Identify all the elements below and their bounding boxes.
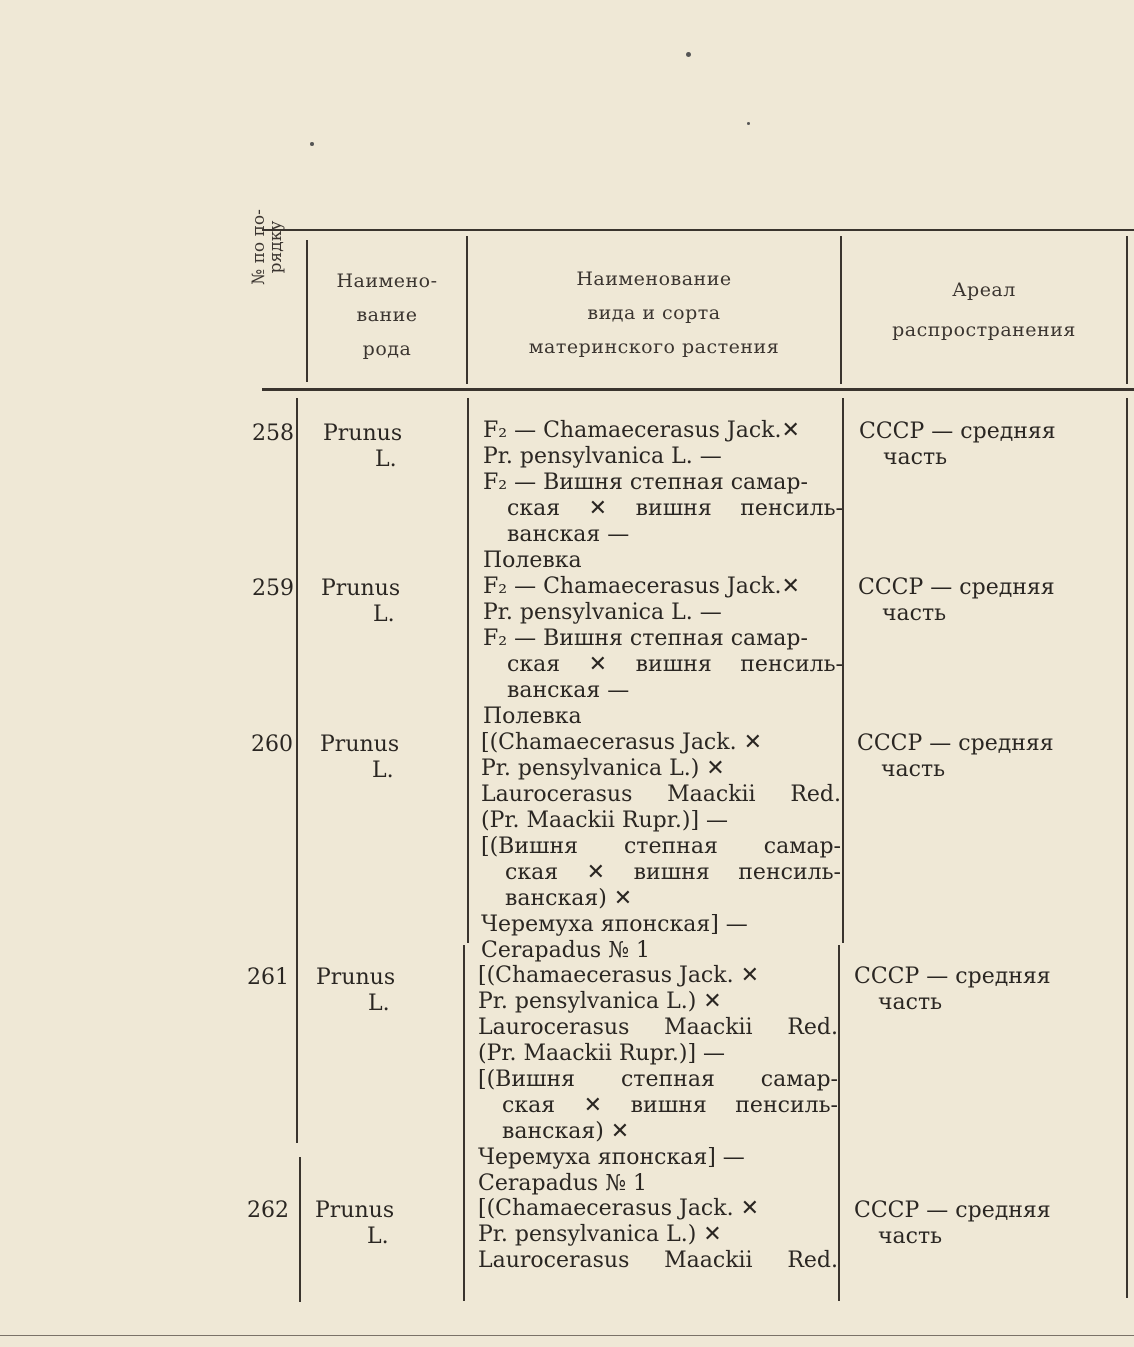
species-line: [(Вишня степная самар- [478,1067,838,1092]
genus-author: L. [372,758,394,783]
row-genus [323,421,443,473]
species-line: Pr. pensylvanica L.) ✕ [481,756,725,781]
header-species-line: вида и сорта [587,302,721,324]
header-genus-line: Наимено- [336,270,438,292]
column-rule [306,240,308,382]
species-line: Laurocerasus Maackii Red. [478,1248,838,1273]
species-line: ванская — [507,678,630,703]
row-area [859,419,1099,471]
genus-name: Prunus [316,965,396,990]
genus-name: Prunus [320,732,400,757]
row-number: 262 [247,1198,289,1223]
header-area-line: Ареал [952,279,1016,301]
row-number: 261 [247,965,289,990]
genus-author: L. [368,991,390,1016]
column-rule [840,236,842,384]
row-genus [316,965,436,1017]
area-line: часть [878,990,943,1015]
row-species [478,1196,838,1274]
row-area [854,1198,1094,1250]
header-species-line: материнского растения [528,336,780,358]
header-genus [312,264,462,366]
species-line: ская ✕ вишня пенсиль- [507,652,843,677]
species-line: F₂ — Chamaecerasus Jack.✕ [483,418,800,443]
species-line: (Pr. Maackii Rupr.)] — [478,1041,726,1066]
area-line: часть [883,445,948,470]
species-line: F₂ — Вишня степная самар- [483,470,808,495]
row-area [858,575,1098,627]
area-line: СССР — средняя [858,575,1055,600]
species-line: Laurocerasus Maackii Red. [478,1015,838,1040]
row-species [483,418,843,574]
row-species [481,730,841,964]
column-rule [466,236,468,384]
header-number-line1: № по по- [249,209,269,285]
row-genus [320,732,440,784]
header-species [472,262,836,364]
column-rule [1126,236,1128,384]
area-line: СССР — средняя [857,731,1054,756]
species-line: Pr. pensylvanica L. — [483,444,722,469]
column-rule [467,398,469,943]
species-line: (Pr. Maackii Rupr.)] — [481,808,729,833]
row-genus [315,1198,435,1250]
table-top-rule [262,229,1134,231]
genus-name: Prunus [315,1198,395,1223]
species-line: ская ✕ вишня пенсиль- [505,860,841,885]
species-line: Полевка [483,704,582,729]
species-line: Полевка [483,548,582,573]
species-line: Pr. pensylvanica L. — [483,600,722,625]
species-line: Pr. pensylvanica L.) ✕ [478,1222,722,1247]
column-rule [463,945,465,1301]
area-line: часть [882,601,947,626]
column-rule [1126,398,1128,1298]
header-number-line2: рядку [266,220,286,274]
species-line: F₂ — Chamaecerasus Jack.✕ [483,574,800,599]
ink-speck [747,122,750,125]
species-line: ская ✕ вишня пенсиль- [507,496,843,521]
page-bottom-rule [0,1335,1134,1336]
species-line: Laurocerasus Maackii Red. [481,782,841,807]
header-species-line: Наименование [576,268,732,290]
column-rule [296,398,298,1143]
genus-name: Prunus [323,421,403,446]
row-species [478,963,838,1197]
species-line: F₂ — Вишня степная самар- [483,626,808,651]
species-line: [(Вишня степная самар- [481,834,841,859]
header-number-column [251,202,285,292]
header-area [846,270,1122,350]
species-line: ванская — [507,522,630,547]
row-area [857,731,1097,783]
species-line: Черемуха японская] — [481,912,748,937]
header-genus-line: вание [356,304,418,326]
species-line: ванская) ✕ [505,886,633,911]
genus-author: L. [375,447,397,472]
header-area-line: распространения [892,319,1076,341]
row-number: 258 [252,421,294,446]
ink-speck [686,52,691,57]
area-line: СССР — средняя [859,419,1056,444]
row-number: 259 [252,576,294,601]
species-line: Черемуха японская] — [478,1145,745,1170]
species-line: Pr. pensylvanica L.) ✕ [478,989,722,1014]
column-rule [299,1157,301,1302]
ink-speck [310,142,314,146]
column-rule [838,945,840,1301]
area-line: часть [878,1224,943,1249]
species-line: Cerapadus № 1 [478,1171,648,1196]
species-line: Cerapadus № 1 [481,938,651,963]
header-genus-line: рода [362,338,412,360]
species-line: [(Chamaecerasus Jack. ✕ [478,1196,760,1221]
area-line: часть [881,757,946,782]
row-species [483,574,843,730]
species-line: [(Chamaecerasus Jack. ✕ [478,963,760,988]
area-line: СССР — средняя [854,1198,1051,1223]
area-line: СССР — средняя [854,964,1051,989]
genus-name: Prunus [321,576,401,601]
row-genus [321,576,441,628]
row-area [854,964,1094,1016]
species-line: [(Chamaecerasus Jack. ✕ [481,730,763,755]
genus-author: L. [373,602,395,627]
header-bottom-rule [262,388,1134,391]
genus-author: L. [367,1224,389,1249]
row-number: 260 [251,732,293,757]
species-line: ская ✕ вишня пенсиль- [502,1093,838,1118]
species-line: ванская) ✕ [502,1119,630,1144]
